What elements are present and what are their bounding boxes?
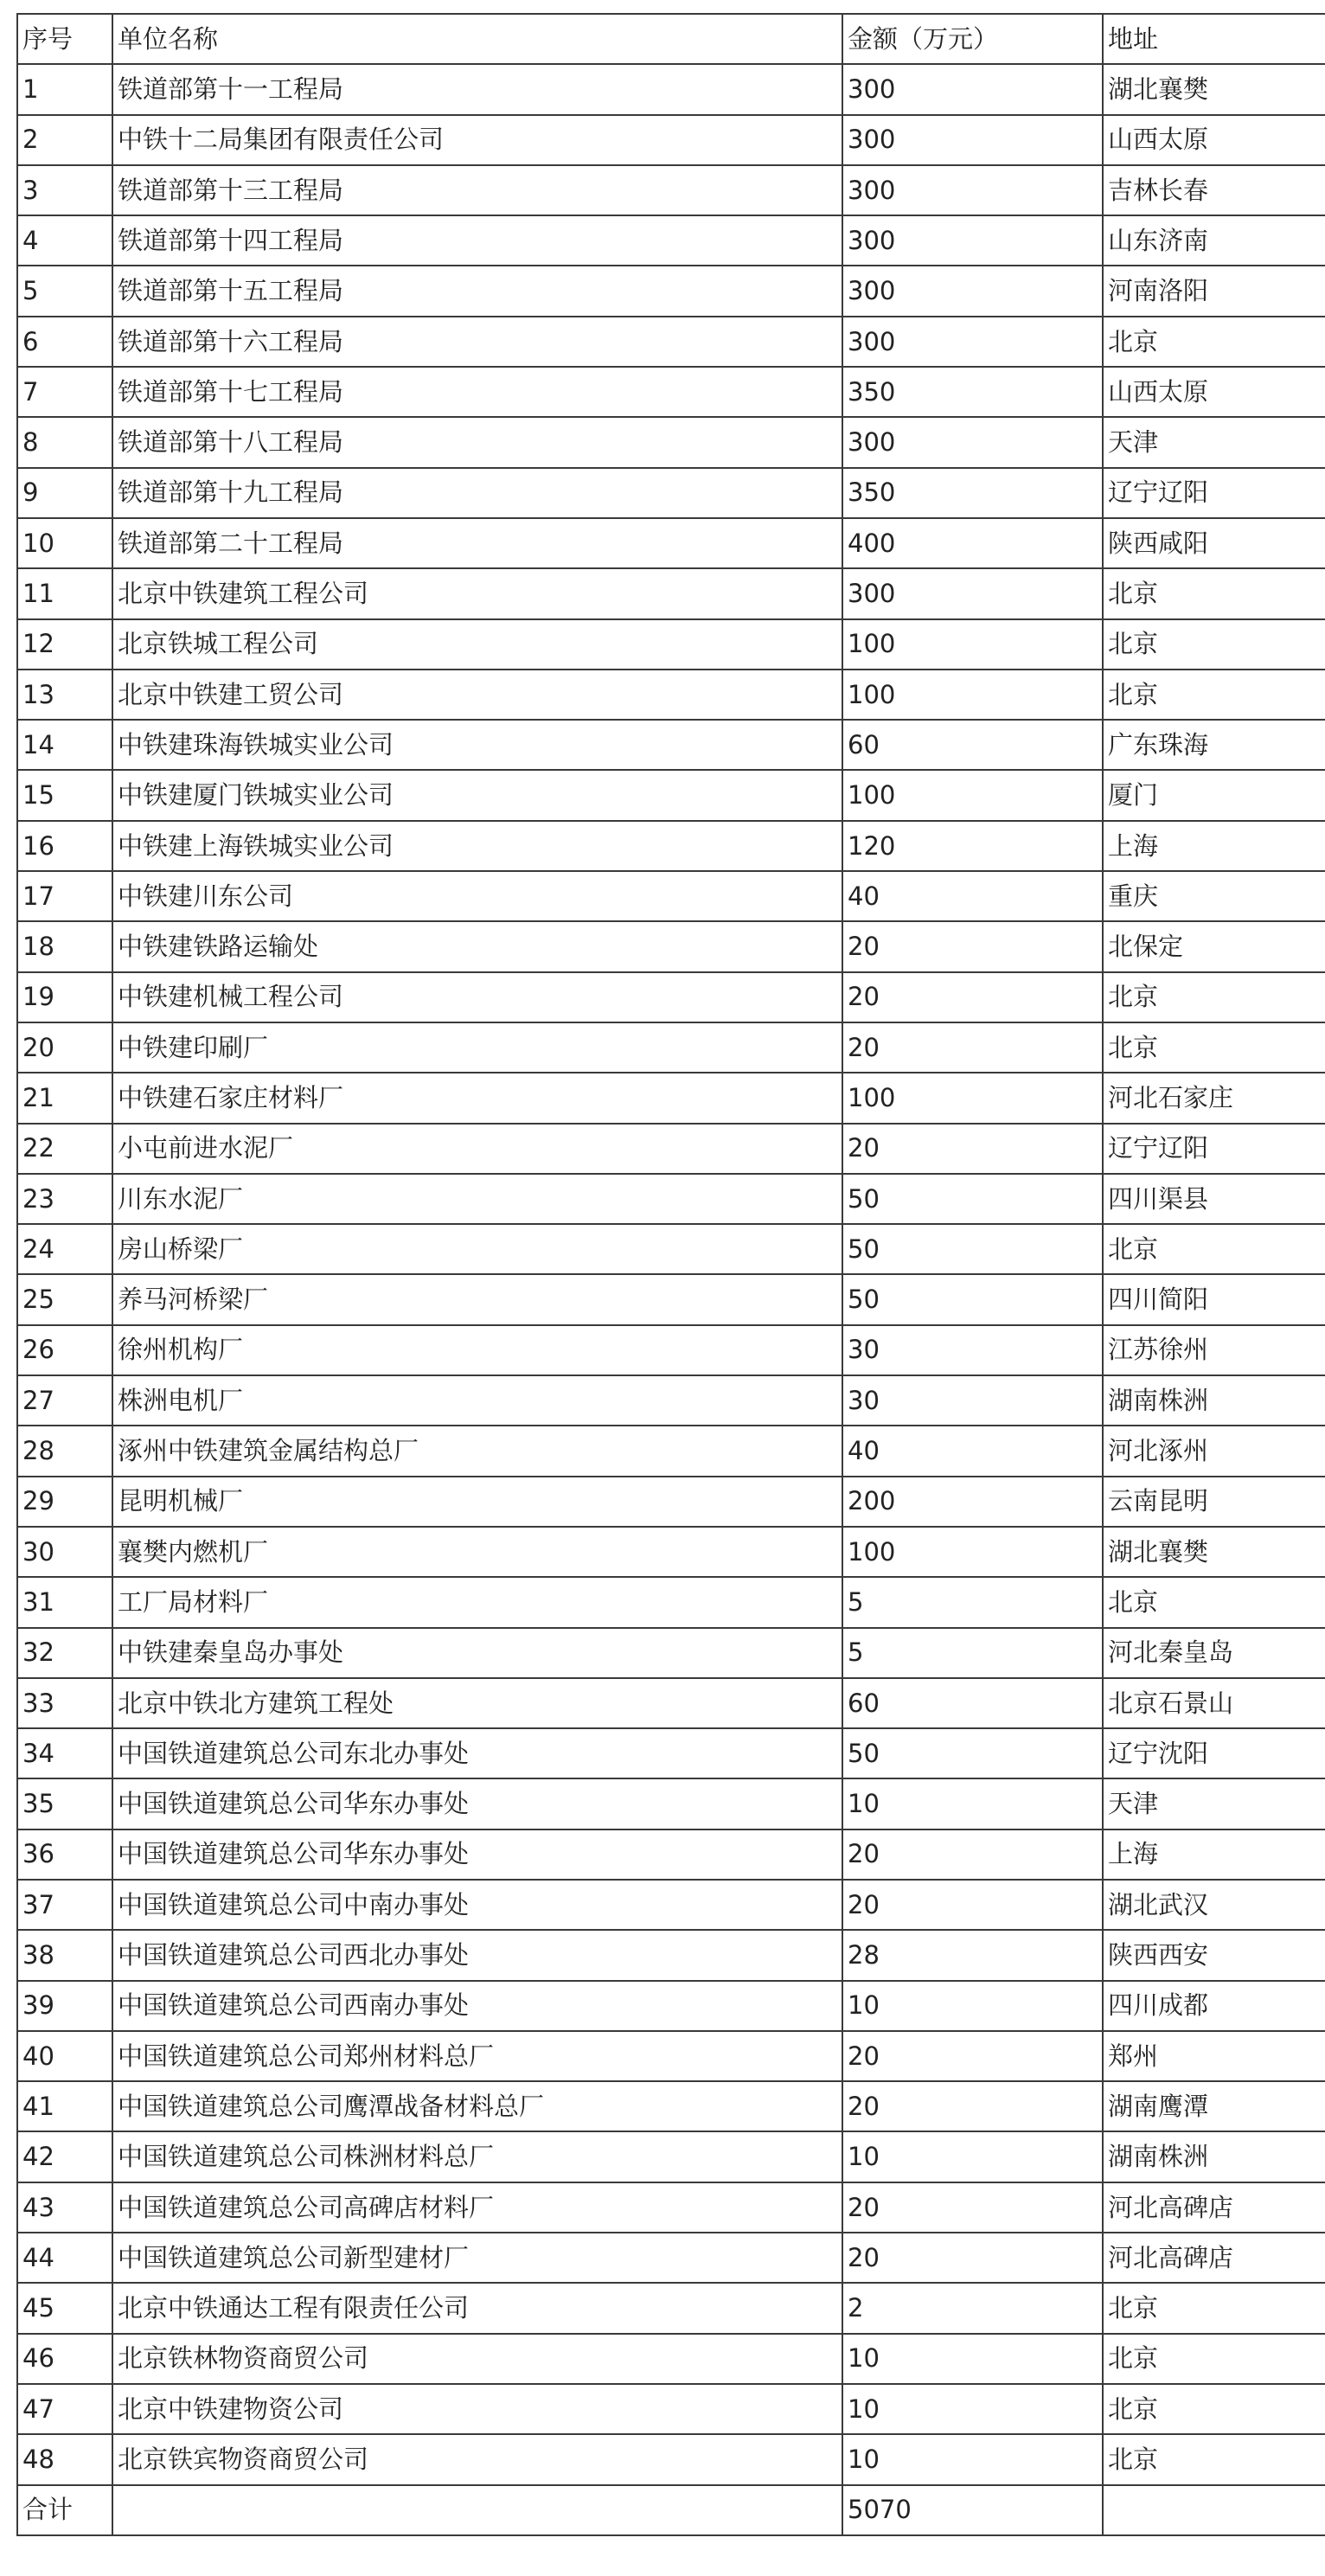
cell-amount: 5 (842, 1577, 1103, 1627)
cell-index: 31 (17, 1577, 112, 1627)
cell-unit-name: 铁道部第十九工程局 (112, 468, 842, 518)
cell-amount: 300 (842, 568, 1103, 618)
cell-amount: 20 (842, 1124, 1103, 1174)
total-row (17, 2485, 1325, 2535)
table-row (17, 568, 1325, 618)
table-row (17, 770, 1325, 820)
cell-index: 30 (17, 1527, 112, 1577)
cell-address: 云南昆明 (1103, 1477, 1325, 1527)
cell-unit-name: 中铁建厦门铁城实业公司 (112, 770, 842, 820)
table-row (17, 2334, 1325, 2384)
cell-unit-name: 中国铁道建筑总公司华东办事处 (112, 1829, 842, 1880)
cell-unit-name: 中铁建铁路运输处 (112, 921, 842, 971)
cell-unit-name: 北京中铁北方建筑工程处 (112, 1678, 842, 1728)
cell-index: 34 (17, 1728, 112, 1778)
cell-index: 29 (17, 1477, 112, 1527)
cell-index: 18 (17, 921, 112, 971)
cell-index: 10 (17, 518, 112, 568)
table-row (17, 2283, 1325, 2333)
cell-unit-name: 北京中铁建物资公司 (112, 2384, 842, 2434)
cell-amount: 60 (842, 720, 1103, 770)
cell-address: 北京 (1103, 670, 1325, 720)
cell-unit-name: 中国铁道建筑总公司中南办事处 (112, 1880, 842, 1930)
cell-address: 河南洛阳 (1103, 266, 1325, 316)
cell-index: 8 (17, 417, 112, 467)
cell-unit-name: 襄樊内燃机厂 (112, 1527, 842, 1577)
cell-unit-name: 中铁建珠海铁城实业公司 (112, 720, 842, 770)
cell-address: 北京 (1103, 2384, 1325, 2434)
cell-index: 36 (17, 1829, 112, 1880)
cell-unit-name: 中铁建机械工程公司 (112, 972, 842, 1022)
cell-address: 广东珠海 (1103, 720, 1325, 770)
cell-unit-name: 中铁建石家庄材料厂 (112, 1073, 842, 1123)
table-row (17, 821, 1325, 871)
cell-amount: 300 (842, 215, 1103, 266)
table-row (17, 468, 1325, 518)
cell-address: 湖北襄樊 (1103, 1527, 1325, 1577)
cell-unit-name: 中国铁道建筑总公司鹰潭战备材料总厂 (112, 2081, 842, 2131)
cell-amount: 20 (842, 1022, 1103, 1073)
cell-index: 39 (17, 1981, 112, 2031)
cell-index: 48 (17, 2434, 112, 2484)
cell-amount: 50 (842, 1174, 1103, 1224)
total-unit-name-empty (112, 2485, 842, 2535)
header-amount: 金额（万元） (842, 14, 1103, 64)
cell-amount: 20 (842, 2031, 1103, 2081)
cell-unit-name: 房山桥梁厂 (112, 1224, 842, 1274)
table-row (17, 921, 1325, 971)
table-row (17, 1577, 1325, 1627)
cell-unit-name: 北京中铁建工贸公司 (112, 670, 842, 720)
cell-unit-name: 川东水泥厂 (112, 1174, 842, 1224)
cell-unit-name: 中铁建秦皇岛办事处 (112, 1628, 842, 1678)
table-row (17, 417, 1325, 467)
cell-index: 24 (17, 1224, 112, 1274)
cell-unit-name: 北京铁林物资商贸公司 (112, 2334, 842, 2384)
cell-unit-name: 中国铁道建筑总公司郑州材料总厂 (112, 2031, 842, 2081)
cell-index: 5 (17, 266, 112, 316)
cell-unit-name: 中国铁道建筑总公司东北办事处 (112, 1728, 842, 1778)
cell-address: 上海 (1103, 1829, 1325, 1880)
cell-amount: 5 (842, 1628, 1103, 1678)
cell-unit-name: 中铁建上海铁城实业公司 (112, 821, 842, 871)
table-row (17, 670, 1325, 720)
cell-amount: 120 (842, 821, 1103, 871)
table-row (17, 266, 1325, 316)
cell-address: 上海 (1103, 821, 1325, 871)
cell-amount: 300 (842, 64, 1103, 114)
cell-index: 43 (17, 2182, 112, 2233)
cell-amount: 400 (842, 518, 1103, 568)
table-row (17, 2081, 1325, 2131)
cell-unit-name: 北京中铁通达工程有限责任公司 (112, 2283, 842, 2333)
cell-index: 27 (17, 1375, 112, 1426)
table-row (17, 1778, 1325, 1829)
cell-unit-name: 养马河桥梁厂 (112, 1274, 842, 1324)
cell-amount: 30 (842, 1325, 1103, 1375)
cell-unit-name: 铁道部第十三工程局 (112, 165, 842, 215)
cell-index: 32 (17, 1628, 112, 1678)
cell-unit-name: 中铁建川东公司 (112, 871, 842, 921)
cell-unit-name: 北京中铁建筑工程公司 (112, 568, 842, 618)
cell-address: 四川简阳 (1103, 1274, 1325, 1324)
table-row (17, 1224, 1325, 1274)
table-row (17, 64, 1325, 114)
cell-address: 重庆 (1103, 871, 1325, 921)
cell-unit-name: 铁道部第十四工程局 (112, 215, 842, 266)
cell-address: 河北高碑店 (1103, 2182, 1325, 2233)
header-row (17, 14, 1325, 64)
cell-amount: 50 (842, 1274, 1103, 1324)
cell-index: 35 (17, 1778, 112, 1829)
table-row (17, 1930, 1325, 1980)
cell-index: 45 (17, 2283, 112, 2333)
cell-amount: 20 (842, 1829, 1103, 1880)
cell-amount: 300 (842, 165, 1103, 215)
cell-address: 江苏徐州 (1103, 1325, 1325, 1375)
cell-address: 北京 (1103, 619, 1325, 670)
table-row (17, 1274, 1325, 1324)
cell-amount: 100 (842, 619, 1103, 670)
cell-address: 北京 (1103, 568, 1325, 618)
table-row (17, 720, 1325, 770)
cell-address: 辽宁沈阳 (1103, 1728, 1325, 1778)
cell-address: 湖南株洲 (1103, 1375, 1325, 1426)
cell-unit-name: 徐州机构厂 (112, 1325, 842, 1375)
cell-address: 北京 (1103, 317, 1325, 367)
table-row (17, 1678, 1325, 1728)
cell-amount: 20 (842, 1880, 1103, 1930)
cell-address: 陕西西安 (1103, 1930, 1325, 1980)
cell-amount: 40 (842, 871, 1103, 921)
table-row (17, 619, 1325, 670)
total-amount: 5070 (842, 2485, 1103, 2535)
cell-index: 15 (17, 770, 112, 820)
cell-amount: 10 (842, 1981, 1103, 2031)
cell-address: 天津 (1103, 1778, 1325, 1829)
cell-index: 19 (17, 972, 112, 1022)
cell-amount: 20 (842, 2182, 1103, 2233)
table-row (17, 165, 1325, 215)
table-row (17, 1325, 1325, 1375)
table-row (17, 871, 1325, 921)
cell-address: 北保定 (1103, 921, 1325, 971)
cell-amount: 10 (842, 2384, 1103, 2434)
cell-address: 河北高碑店 (1103, 2233, 1325, 2283)
table-row (17, 1022, 1325, 1073)
cell-address: 四川成都 (1103, 1981, 1325, 2031)
cell-index: 42 (17, 2131, 112, 2182)
cell-index: 28 (17, 1426, 112, 1476)
cell-address: 四川渠县 (1103, 1174, 1325, 1224)
cell-index: 2 (17, 115, 112, 165)
cell-amount: 350 (842, 367, 1103, 417)
cell-index: 33 (17, 1678, 112, 1728)
table-row (17, 518, 1325, 568)
table-row (17, 1880, 1325, 1930)
cell-address: 郑州 (1103, 2031, 1325, 2081)
table-row (17, 1728, 1325, 1778)
cell-amount: 100 (842, 1073, 1103, 1123)
table-row (17, 972, 1325, 1022)
cell-amount: 60 (842, 1678, 1103, 1728)
cell-index: 21 (17, 1073, 112, 1123)
cell-amount: 300 (842, 266, 1103, 316)
cell-index: 26 (17, 1325, 112, 1375)
cell-unit-name: 中国铁道建筑总公司华东办事处 (112, 1778, 842, 1829)
cell-address: 北京石景山 (1103, 1678, 1325, 1728)
cell-amount: 10 (842, 2131, 1103, 2182)
cell-address: 北京 (1103, 1022, 1325, 1073)
cell-address: 北京 (1103, 2283, 1325, 2333)
table-row (17, 2031, 1325, 2081)
table-row (17, 317, 1325, 367)
table-row (17, 1477, 1325, 1527)
cell-address: 北京 (1103, 1577, 1325, 1627)
cell-unit-name: 中国铁道建筑总公司高碑店材料厂 (112, 2182, 842, 2233)
cell-unit-name: 铁道部第十六工程局 (112, 317, 842, 367)
cell-index: 37 (17, 1880, 112, 1930)
cell-amount: 100 (842, 770, 1103, 820)
cell-index: 16 (17, 821, 112, 871)
cell-address: 湖南鹰潭 (1103, 2081, 1325, 2131)
cell-amount: 200 (842, 1477, 1103, 1527)
cell-amount: 20 (842, 972, 1103, 1022)
cell-amount: 30 (842, 1375, 1103, 1426)
cell-index: 11 (17, 568, 112, 618)
cell-address: 湖北襄樊 (1103, 64, 1325, 114)
cell-amount: 28 (842, 1930, 1103, 1980)
cell-amount: 20 (842, 2081, 1103, 2131)
table-row (17, 2131, 1325, 2182)
cell-unit-name: 铁道部第十五工程局 (112, 266, 842, 316)
cell-index: 12 (17, 619, 112, 670)
cell-address: 北京 (1103, 2334, 1325, 2384)
cell-index: 9 (17, 468, 112, 518)
cell-address: 山西太原 (1103, 367, 1325, 417)
total-label: 合计 (17, 2485, 112, 2535)
cell-index: 3 (17, 165, 112, 215)
cell-amount: 10 (842, 2434, 1103, 2484)
cell-amount: 20 (842, 921, 1103, 971)
header-address: 地址 (1103, 14, 1325, 64)
cell-unit-name: 工厂局材料厂 (112, 1577, 842, 1627)
table-body (17, 64, 1325, 2484)
table-row (17, 1375, 1325, 1426)
cell-amount: 2 (842, 2283, 1103, 2333)
table-row (17, 1124, 1325, 1174)
cell-address: 北京 (1103, 2434, 1325, 2484)
cell-unit-name: 昆明机械厂 (112, 1477, 842, 1527)
cell-index: 17 (17, 871, 112, 921)
cell-unit-name: 小屯前进水泥厂 (112, 1124, 842, 1174)
cell-unit-name: 中国铁道建筑总公司株洲材料总厂 (112, 2131, 842, 2182)
cell-amount: 50 (842, 1728, 1103, 1778)
cell-address: 北京 (1103, 1224, 1325, 1274)
table-row (17, 1628, 1325, 1678)
cell-address: 吉林长春 (1103, 165, 1325, 215)
cell-amount: 100 (842, 670, 1103, 720)
cell-unit-name: 铁道部第十七工程局 (112, 367, 842, 417)
cell-address: 辽宁辽阳 (1103, 468, 1325, 518)
table-row (17, 1981, 1325, 2031)
cell-address: 山东济南 (1103, 215, 1325, 266)
cell-unit-name: 中国铁道建筑总公司西南办事处 (112, 1981, 842, 2031)
cell-index: 38 (17, 1930, 112, 1980)
cell-unit-name: 中铁建印刷厂 (112, 1022, 842, 1073)
cell-index: 14 (17, 720, 112, 770)
cell-address: 湖南株洲 (1103, 2131, 1325, 2182)
cell-unit-name: 铁道部第十一工程局 (112, 64, 842, 114)
table-row (17, 2182, 1325, 2233)
table-row (17, 2384, 1325, 2434)
cell-unit-name: 北京铁宾物资商贸公司 (112, 2434, 842, 2484)
table-row (17, 215, 1325, 266)
cell-unit-name: 中国铁道建筑总公司西北办事处 (112, 1930, 842, 1980)
total-address-empty (1103, 2485, 1325, 2535)
table-row (17, 1174, 1325, 1224)
cell-address: 陕西咸阳 (1103, 518, 1325, 568)
table-row (17, 2434, 1325, 2484)
cell-amount: 100 (842, 1527, 1103, 1577)
cell-index: 6 (17, 317, 112, 367)
cell-address: 天津 (1103, 417, 1325, 467)
cell-amount: 20 (842, 2233, 1103, 2283)
cell-index: 4 (17, 215, 112, 266)
table-row (17, 2233, 1325, 2283)
cell-index: 44 (17, 2233, 112, 2283)
cell-index: 1 (17, 64, 112, 114)
table-row (17, 1527, 1325, 1577)
cell-address: 湖北武汉 (1103, 1880, 1325, 1930)
cell-amount: 300 (842, 115, 1103, 165)
cell-unit-name: 中铁十二局集团有限责任公司 (112, 115, 842, 165)
table-row (17, 1426, 1325, 1476)
cell-index: 46 (17, 2334, 112, 2384)
table-row (17, 367, 1325, 417)
cell-unit-name: 铁道部第十八工程局 (112, 417, 842, 467)
header-index: 序号 (17, 14, 112, 64)
cell-unit-name: 铁道部第二十工程局 (112, 518, 842, 568)
cell-index: 40 (17, 2031, 112, 2081)
cell-amount: 40 (842, 1426, 1103, 1476)
table-row (17, 115, 1325, 165)
cell-address: 厦门 (1103, 770, 1325, 820)
cell-unit-name: 涿州中铁建筑金属结构总厂 (112, 1426, 842, 1476)
table-row (17, 1073, 1325, 1123)
cell-index: 23 (17, 1174, 112, 1224)
cell-amount: 10 (842, 2334, 1103, 2384)
cell-index: 22 (17, 1124, 112, 1174)
cell-amount: 10 (842, 1778, 1103, 1829)
cell-index: 20 (17, 1022, 112, 1073)
cell-amount: 350 (842, 468, 1103, 518)
cell-address: 河北秦皇岛 (1103, 1628, 1325, 1678)
cell-unit-name: 北京铁城工程公司 (112, 619, 842, 670)
table-row (17, 1829, 1325, 1880)
cell-index: 7 (17, 367, 112, 417)
cell-address: 山西太原 (1103, 115, 1325, 165)
cell-amount: 50 (842, 1224, 1103, 1274)
cell-address: 河北石家庄 (1103, 1073, 1325, 1123)
cell-amount: 300 (842, 317, 1103, 367)
cell-address: 辽宁辽阳 (1103, 1124, 1325, 1174)
cell-amount: 300 (842, 417, 1103, 467)
cell-address: 北京 (1103, 972, 1325, 1022)
cell-index: 41 (17, 2081, 112, 2131)
cell-index: 25 (17, 1274, 112, 1324)
header-unit-name: 单位名称 (112, 14, 842, 64)
cell-unit-name: 中国铁道建筑总公司新型建材厂 (112, 2233, 842, 2283)
cell-index: 13 (17, 670, 112, 720)
cell-index: 47 (17, 2384, 112, 2434)
donation-table (16, 13, 1325, 2536)
cell-address: 河北涿州 (1103, 1426, 1325, 1476)
cell-unit-name: 株洲电机厂 (112, 1375, 842, 1426)
